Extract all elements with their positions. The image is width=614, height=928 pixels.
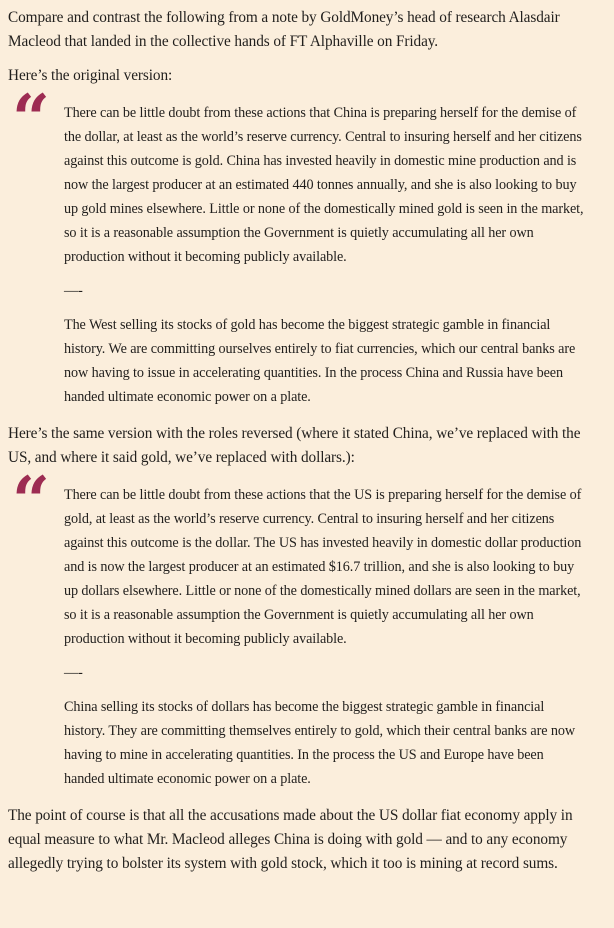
quote-icon: “ [12, 462, 50, 540]
original-quote [8, 80, 606, 409]
quote-icon: “ [12, 80, 50, 158]
closing-paragraph: The point of course is that all the accusations made about the US dollar fiat economy apply in equal measure to what Mr. Macleod alleges China is doing with gold — and to any economy allegedly trying to bolster its system with gold stock, which it too is mining at record sums. [8, 807, 573, 872]
reversed-quote [8, 462, 606, 791]
intro-paragraph: Compare and contrast the following from a note by GoldMoney’s head of research Alasdair Macleod that landed in the collective hands of FT Alphaville on Friday. [8, 9, 560, 50]
quote-paragraph: There can be little doubt from these actions that China is preparing herself for the demise of the dollar, at least as the world’s reserve currency. Central to insuring herself and her citizens against this outcome is gold. China has invested heavily in domestic mine production and is now the largest producer at an estimated 440 tonnes annually, and she is also looking to buy up gold mines elsewhere. Little or none of the domestically mined gold is seen in the market, so it is a reasonable assumption the Government is quietly accumulating all her own production without it becoming publicly available. [64, 105, 584, 265]
quote-separator: —- [64, 283, 83, 299]
quote-body [64, 101, 586, 409]
reversed-version-label: Here’s the same version with the roles reversed (where it stated China, we’ve replaced with the US, and where it said gold, we’ve replaced with dollars.): [8, 425, 581, 466]
original-version-label: Here’s the original version: [8, 67, 173, 84]
quote-paragraph: The West selling its stocks of gold has become the biggest strategic gamble in financial history. We are committing ourselves entirely to fiat currencies, which our central banks are now having to issue in accelerating quantities. In the process China and Russia have been handed ultimate economic power on a plate. [64, 317, 576, 405]
quote-paragraph: China selling its stocks of dollars has become the biggest strategic gamble in financial history. They are committing themselves entirely to gold, which their central banks are now having to mine in accelerating quantities. In the process the US and Europe have been handed ultimate economic power on a plate. [64, 699, 575, 787]
quote-paragraph: There can be little doubt from these actions that the US is preparing herself for the demise of gold, at least as the world’s reserve currency. Central to insuring herself and her citizens against this outcome is the dollar. The US has invested heavily in domestic dollar production and is now the largest producer at an estimated $16.7 trillion, and she is also looking to buy up dollars elsewhere. Little or none of the domestically mined dollars are seen in the market, so it is a reasonable assumption the Government is quietly accumulating all her own production without it becoming publicly available. [64, 487, 582, 647]
quote-separator: —- [64, 665, 83, 681]
quote-body [64, 483, 586, 791]
